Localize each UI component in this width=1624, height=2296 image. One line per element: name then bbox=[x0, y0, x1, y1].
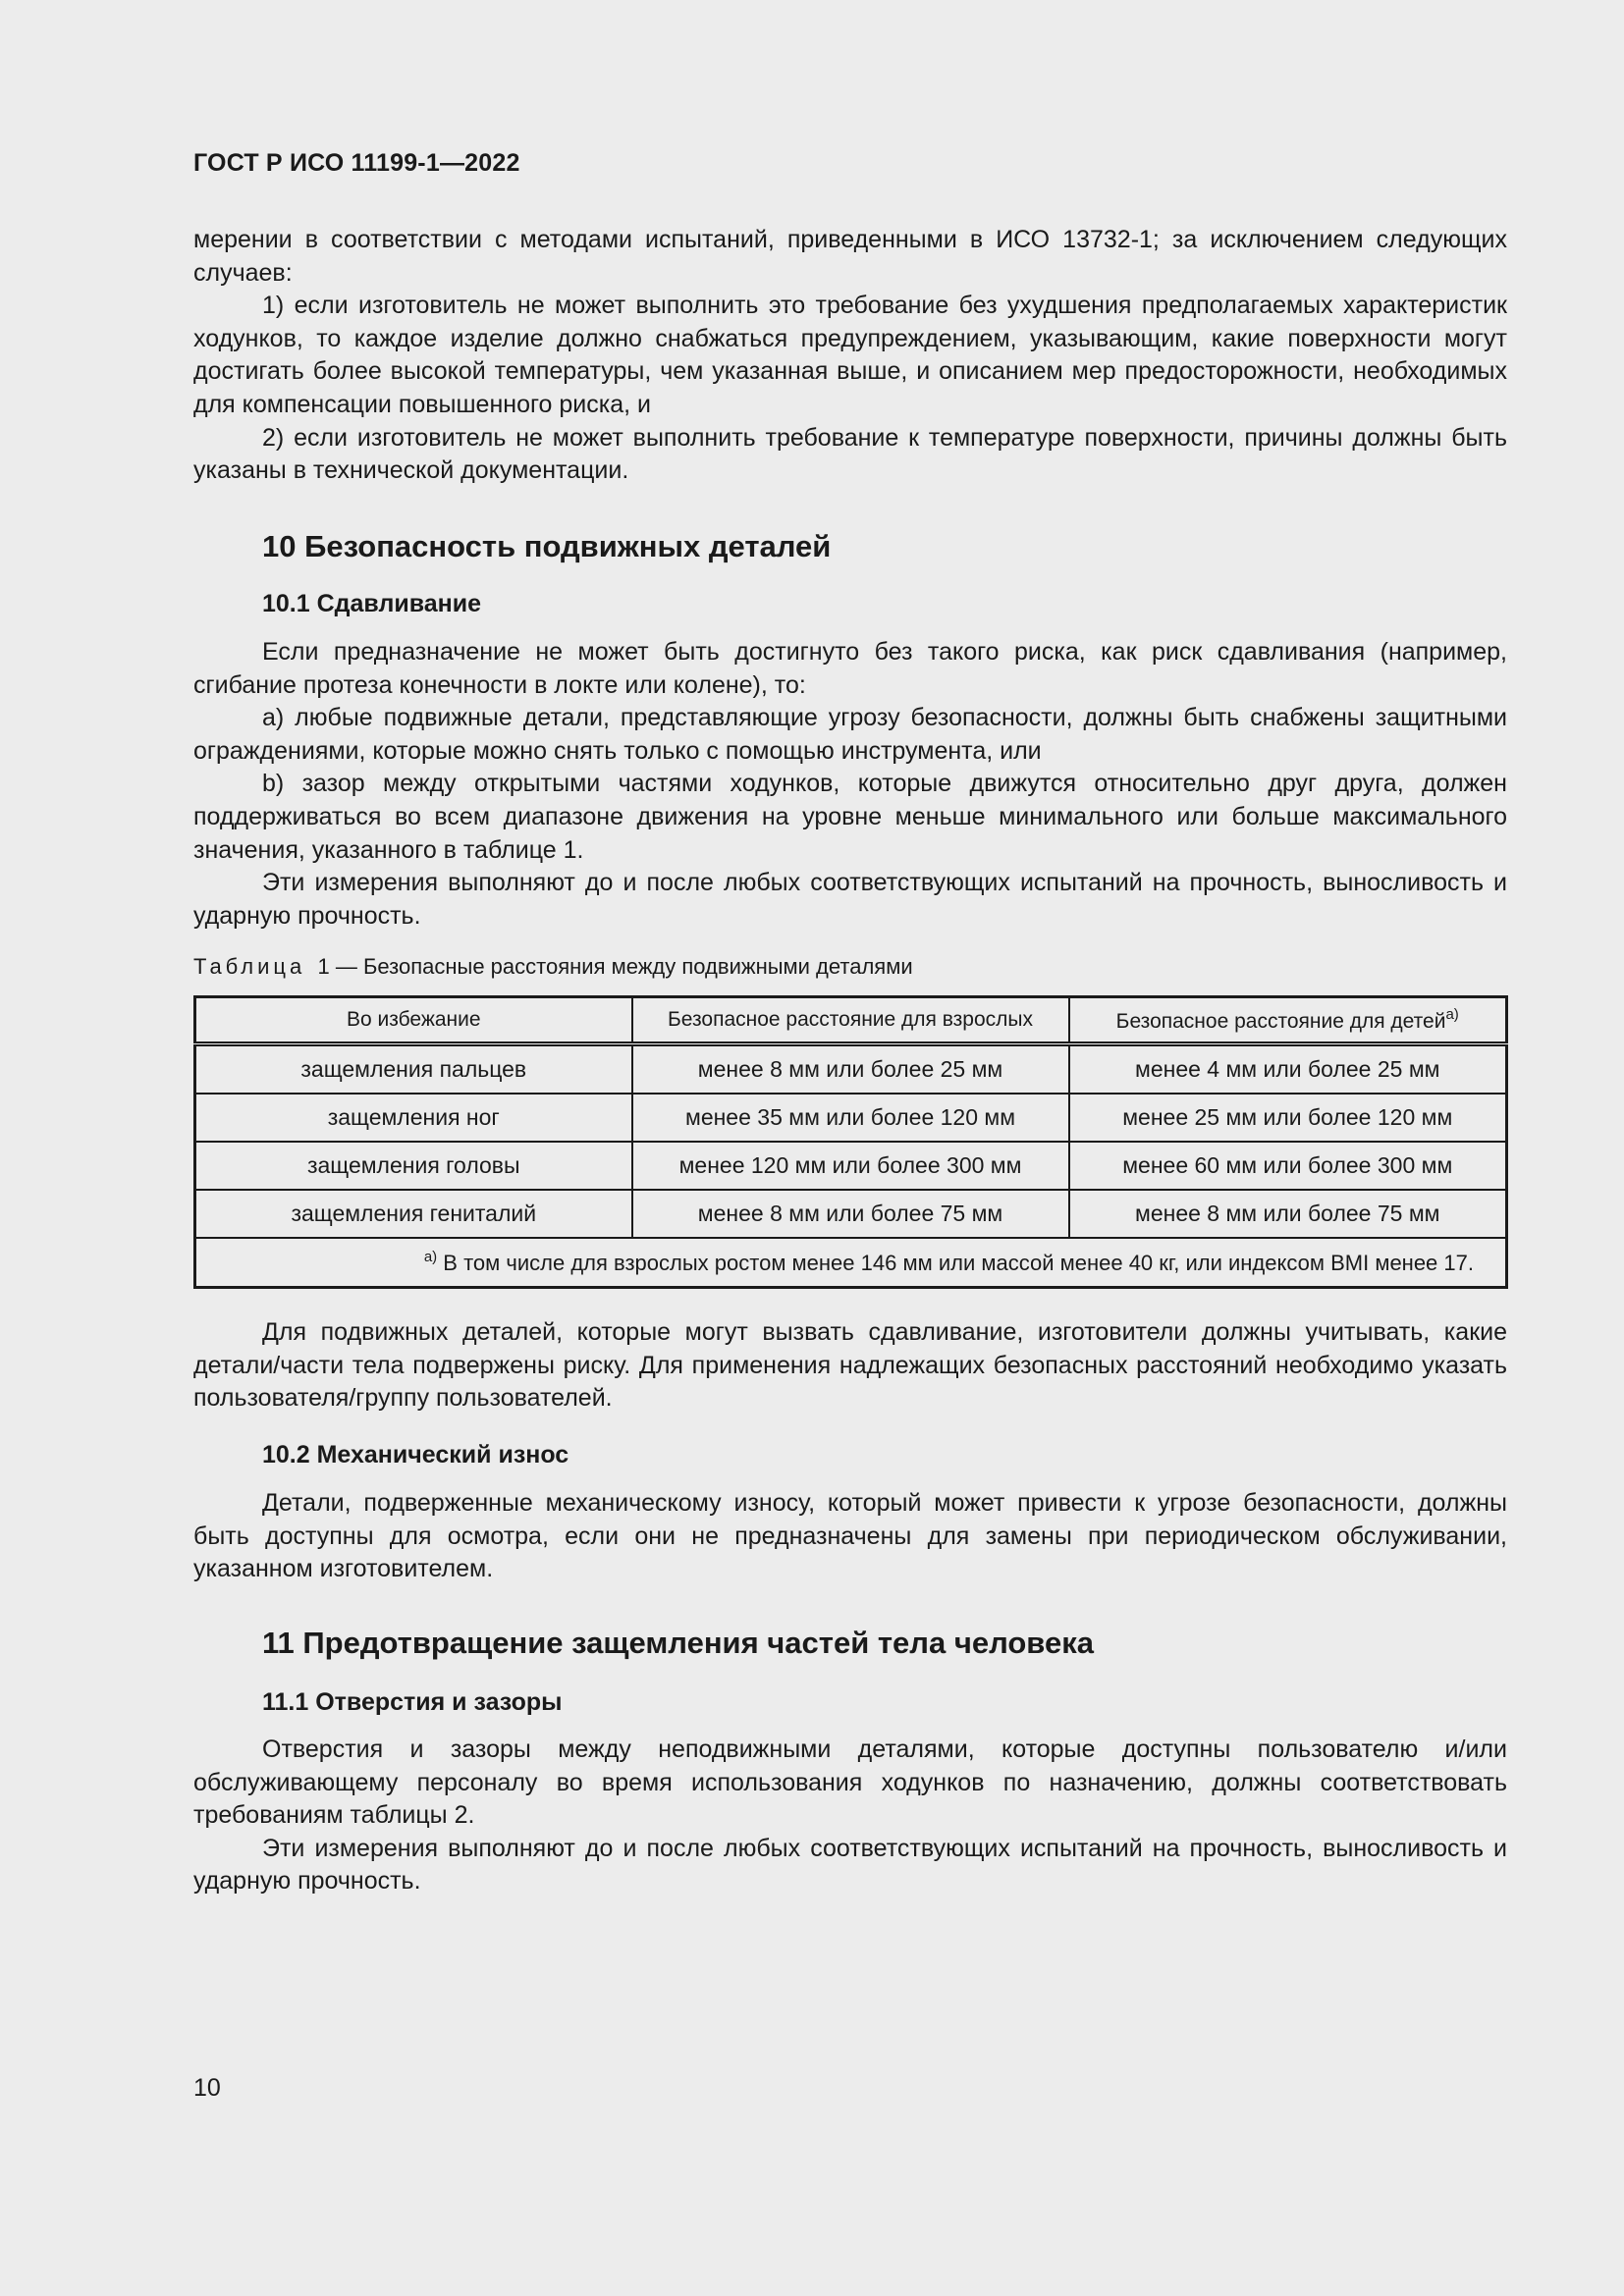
header-adult: Безопасное расстояние для взрослых bbox=[632, 997, 1069, 1044]
section-10-1-block bbox=[193, 636, 1507, 933]
intro-block bbox=[193, 224, 1507, 488]
header-child: Безопасное расстояние для детей$^{a)}$ bbox=[1069, 997, 1507, 1044]
section-10-1-heading: 10.1 Сдавливание bbox=[262, 590, 482, 617]
paragraph: Отверстия и зазоры между неподвижными деталями, которые доступны пользователю и/или обслуживающему персоналу во время использования ходунков по назначению, должны соответствовать требованиям таблицы 2. bbox=[193, 1735, 1507, 1830]
section-10-1-after-table bbox=[193, 1316, 1507, 1415]
table-row bbox=[195, 1190, 1507, 1238]
list-item: a) любые подвижные детали, представляющие угрозу безопасности, должны быть снабжены защитными ограждениями, которые можно снять только с помощью инструмента, или bbox=[193, 704, 1507, 765]
section-10-2-heading: 10.2 Механический износ bbox=[262, 1441, 569, 1468]
list-item: b) зазор между открытыми частями ходунков, которые движутся относительно друг друга, должен поддерживаться во всем диапазоне движения на уровне меньше минимального или больше максимального значения, указанного в таблице 1. bbox=[193, 770, 1507, 864]
table-row bbox=[195, 1044, 1507, 1095]
cell-avoid: защемления головы bbox=[195, 1142, 632, 1190]
section-11-1-block bbox=[193, 1734, 1507, 1898]
paragraph: Для подвижных деталей, которые могут вызвать сдавливание, изготовители должны учитывать, какие детали/части тела подвержены риску. Для применения надлежащих безопасных расстояний необходимо указать пользователя/группу пользователей. bbox=[193, 1318, 1507, 1413]
section-10-heading: 10 Безопасность подвижных деталей bbox=[262, 529, 832, 563]
table-caption-text: 1 — Безопасные расстояния между подвижными деталями bbox=[317, 954, 913, 979]
section-10-2-block bbox=[193, 1487, 1507, 1586]
list-item: 1) если изготовитель не может выполнить это требование без ухудшения предполагаемых характеристик ходунков, то каждое изделие должно снабжаться предупреждением, указывающим, какие поверхности могут достигать более высокой температуры, чем указанная выше, и описанием мер предосторожности, необходимых для компенсации повышенного риска, и bbox=[193, 292, 1507, 418]
cell-avoid: защемления ног bbox=[195, 1094, 632, 1142]
cell-adult: менее 35 мм или более 120 мм bbox=[632, 1094, 1069, 1142]
table-row bbox=[195, 1142, 1507, 1190]
cell-child: менее 8 мм или более 75 мм bbox=[1069, 1190, 1507, 1238]
cell-avoid: защемления пальцев bbox=[195, 1044, 632, 1095]
table-footnote bbox=[195, 1238, 1507, 1288]
cell-avoid: защемления гениталий bbox=[195, 1190, 632, 1238]
cell-child: менее 60 мм или более 300 мм bbox=[1069, 1142, 1507, 1190]
header-avoid: Во избежание bbox=[195, 997, 632, 1044]
page-number: 10 bbox=[193, 2074, 221, 2102]
paragraph: мерении в соответствии с методами испытаний, приведенными в ИСО 13732-1; за исключением следующих случаев: bbox=[193, 226, 1507, 287]
cell-child: менее 25 мм или более 120 мм bbox=[1069, 1094, 1507, 1142]
footnote-marker: a) bbox=[1445, 1006, 1459, 1023]
footnote-text: В том числе для взрослых ростом менее 146 мм или массой менее 40 кг, или индексом BMI менее 17. bbox=[443, 1251, 1474, 1275]
table-caption-label: Таблица bbox=[193, 954, 306, 979]
table-caption bbox=[193, 954, 913, 980]
cell-adult: менее 120 мм или более 300 мм bbox=[632, 1142, 1069, 1190]
cell-adult: менее 8 мм или более 25 мм bbox=[632, 1044, 1069, 1095]
document-page bbox=[193, 0, 1507, 2296]
section-11-heading: 11 Предотвращение защемления частей тела человека bbox=[262, 1626, 1094, 1660]
section-11-1-heading: 11.1 Отверстия и зазоры bbox=[262, 1688, 563, 1716]
paragraph: Эти измерения выполняют до и после любых соответствующих испытаний на прочность, выносливость и ударную прочность. bbox=[193, 869, 1507, 930]
paragraph: Если предназначение не может быть достигнуто без такого риска, как риск сдавливания (например, сгибание протеза конечности в локте или колене), то: bbox=[193, 638, 1507, 699]
table-header-row bbox=[195, 997, 1507, 1044]
footnote-marker: a) bbox=[423, 1249, 438, 1265]
document-header: ГОСТ Р ИСО 11199-1—2022 bbox=[193, 149, 520, 177]
paragraph: Эти измерения выполняют до и после любых соответствующих испытаний на прочность, выносливость и ударную прочность. bbox=[193, 1834, 1507, 1896]
cell-child: менее 4 мм или более 25 мм bbox=[1069, 1044, 1507, 1095]
table-footnote-row bbox=[195, 1238, 1507, 1288]
paragraph: Детали, подверженные механическому износу, который может привести к угрозе безопасности, должны быть доступны для осмотра, если они не предназначены для замены при периодическом обслуживании, указанном изготовителем. bbox=[193, 1489, 1507, 1583]
cell-adult: менее 8 мм или более 75 мм bbox=[632, 1190, 1069, 1238]
table-row bbox=[195, 1094, 1507, 1142]
list-item: 2) если изготовитель не может выполнить требование к температуре поверхности, причины должны быть указаны в технической документации. bbox=[193, 423, 1507, 485]
safe-distances-table bbox=[193, 995, 1508, 1289]
